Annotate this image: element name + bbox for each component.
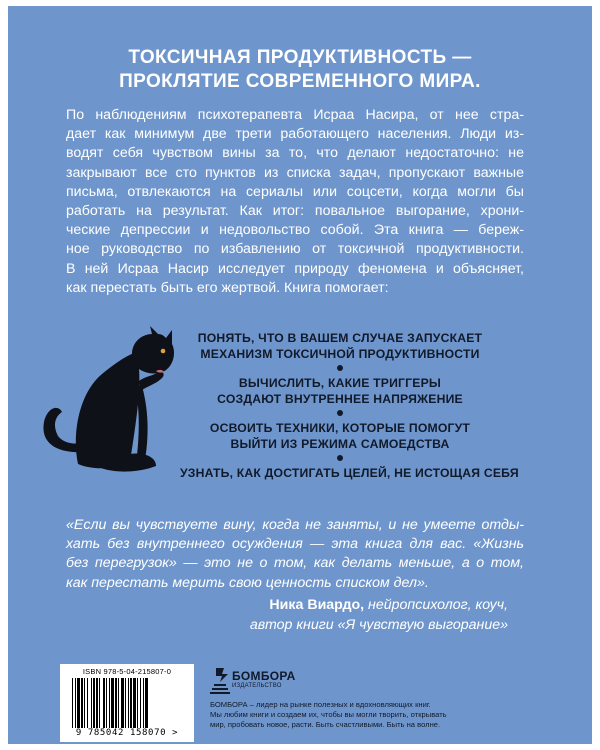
description-paragraph xyxy=(66,106,524,298)
publisher-logo xyxy=(210,666,296,696)
headline-line: ПРОКЛЯТИЕ СОВРЕМЕННОГО МИРА. xyxy=(119,71,481,92)
bullet-dot-icon xyxy=(337,455,343,461)
quote-line: как перестать мерить свою ценность списком дел». xyxy=(66,574,429,591)
headline xyxy=(8,46,592,94)
headline-line: ТОКСИЧНАЯ ПРОДУКТИВНОСТЬ — xyxy=(128,47,472,68)
quote-attribution xyxy=(250,596,508,635)
benefit-line: МЕХАНИЗМ ТОКСИЧНОЙ ПРОДУКТИВНОСТИ xyxy=(200,347,480,361)
benefit-line: ПОНЯТЬ, ЧТО В ВАШЕМ СЛУЧАЕ ЗАПУСКАЕТ xyxy=(197,331,483,345)
publisher-note-line: мир, пробовать новое, расти. Быть счастливыми. Быть на волне. xyxy=(210,720,441,729)
benefit-item xyxy=(180,420,500,452)
benefit-item xyxy=(180,330,500,362)
benefit-line: УЗНАТЬ, КАК ДОСТИГАТЬ ЦЕЛЕЙ, НЕ ИСТОЩАЯ СЕБЯ xyxy=(180,466,519,480)
description-line: ное руководство по избавлению от токсичной продуктивности. xyxy=(66,241,524,258)
bombora-logo-icon xyxy=(210,666,230,694)
description-line: закрывают все сто пунктов из списка задач, пропускают важные xyxy=(66,164,524,181)
description-line: По наблюдениям психотерапевта Исраа Насира, от нее стра- xyxy=(66,107,524,123)
quote-author-role: нейропсихолог, коуч, xyxy=(364,597,508,613)
barcode-bars xyxy=(72,678,182,728)
bullet-dot-icon xyxy=(337,410,343,416)
book-back-cover xyxy=(8,6,592,744)
publisher-subtitle: ИЗДАТЕЛЬСТВО xyxy=(232,683,282,689)
benefit-line: ВЫЙТИ ИЗ РЕЖИМА САМОЕДСТВА xyxy=(230,437,450,451)
publisher-note-line: Мы любим книги и создаем их, чтобы вы могли творить, открывать xyxy=(210,710,447,719)
description-line: В ней Исраа Насир исследует природу феномена и объясняет, xyxy=(66,260,524,277)
bullet-dot-icon xyxy=(337,365,343,371)
quote-line: хать без внутреннего осуждения — эта книга для вас. «Жизнь xyxy=(66,536,524,553)
description-line: дает как минимум две трети работающего населения. Люди из- xyxy=(66,126,524,143)
benefit-item xyxy=(180,375,500,407)
description-line: ческие депрессии и недовольство собой. Эта книга — береж- xyxy=(66,222,524,239)
isbn-digits: 9 785042 158070 > xyxy=(75,728,179,738)
isbn-barcode xyxy=(60,664,194,742)
description-line: письма, отвлекаются на сериалы или соцсети, когда могли бы xyxy=(66,183,524,200)
description-line: работать на результат. Как итог: повальное выгорание, хрони- xyxy=(66,203,524,220)
quote-line: без перегрузок» — это не о том, как делать меньше, а о том, xyxy=(66,555,524,572)
benefit-item xyxy=(180,465,519,481)
publisher-note xyxy=(210,700,530,730)
description-line: как перестать быть его жертвой. Книга помогает: xyxy=(66,279,389,296)
quote-author: Ника Виардо, xyxy=(269,597,365,613)
review-quote xyxy=(66,516,524,593)
quote-line: «Если вы чувствуете вину, когда не заняты, и не умеете отды- xyxy=(66,517,524,533)
black-cat-illustration xyxy=(38,324,178,476)
quote-author-book: автор книги «Я чувствую выгорание» xyxy=(249,616,508,633)
isbn-label: ISBN 978-5-04-215807-0 xyxy=(82,667,172,676)
publisher-name: БОМБОРА xyxy=(232,669,296,683)
benefits-list xyxy=(180,330,519,481)
benefit-line: ВЫЧИСЛИТЬ, КАКИЕ ТРИГГЕРЫ xyxy=(238,376,442,390)
publisher-note-line: БОМБОРА – лидер на рынке полезных и вдохновляющих книг. xyxy=(210,700,431,709)
description-line: водят себя чувством вины за то, что делают недостаточно: не xyxy=(66,145,524,162)
benefit-line: СОЗДАЮТ ВНУТРЕННЕЕ НАПРЯЖЕНИЕ xyxy=(217,392,463,406)
benefit-line: ОСВОИТЬ ТЕХНИКИ, КОТОРЫЕ ПОМОГУТ xyxy=(209,421,471,435)
